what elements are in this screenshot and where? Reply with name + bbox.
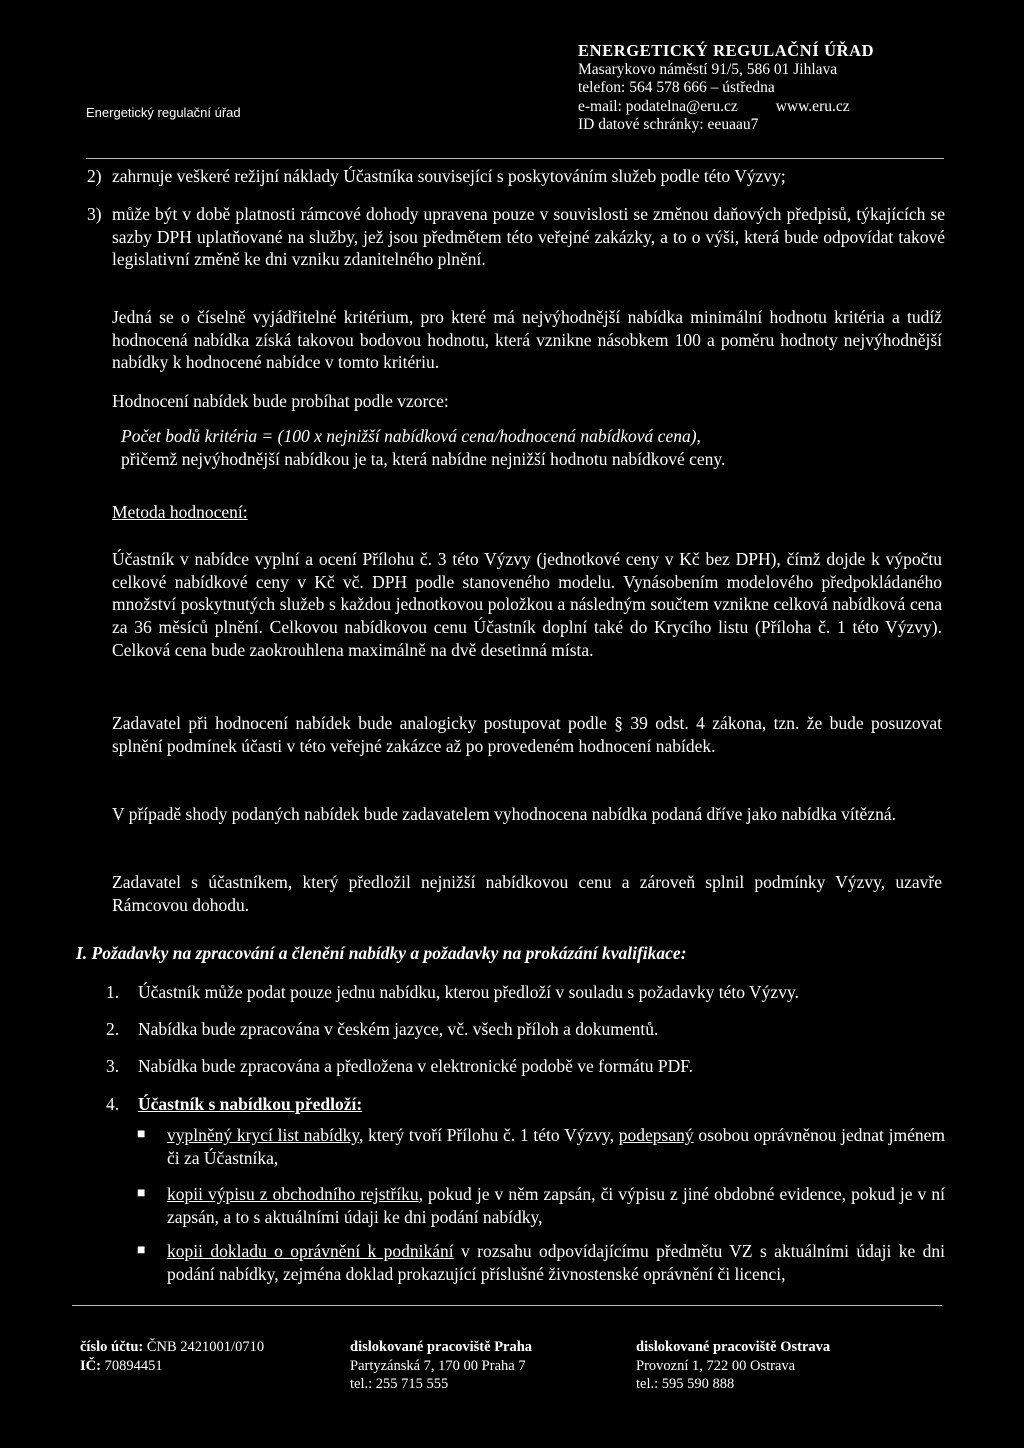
bullet-cover-sheet <box>137 1124 945 1169</box>
requirement-text: Účastník může podat pouze jednu nabídku, kterou předloží v souladu s požadavky této Výzvy. <box>138 982 799 1002</box>
header-divider <box>86 158 944 159</box>
requirement-number: 4. <box>106 1094 120 1114</box>
bullet-text-b: osobou oprávněnou jednat jménem či za Účastníka, <box>167 1125 945 1168</box>
footer-divider <box>72 1305 942 1306</box>
bullet-text-a: v rozsahu odpovídajícímu předmětu VZ s aktuálními údaji ke dni podání nabídky, zejména doklad prokazující příslušné živnostenské oprávnění či licenci, <box>167 1241 945 1284</box>
bullet-business-license <box>137 1240 945 1285</box>
ostrava-address: Provozní 1, 722 00 Ostrava <box>636 1357 796 1374</box>
method-paragraph: Účastník v nabídce vyplní a ocení Přílohu č. 3 této Výzvy (jednotkové ceny v Kč bez DPH), čímž dojde k výpočtu celkové nabídkové ceny v Kč vč. DPH podle stanoveného modelu. Vynásobením modelového předpokládaného množství poskytnutých služeb s každou jednotkovou položkou a následným součtem vznikne celková nabídková cena za 36 měsíců plnění. Celkovou nabídkovou cenu Účastník doplní také do Krycího listu (Příloha č. 1 této Výzvy). Celková cena bude zaokrouhlena maximálně na dvě desetinná místa. <box>112 549 942 660</box>
account-label: číslo účtu: <box>80 1339 144 1355</box>
requirement-number: 2. <box>106 1019 120 1039</box>
section-heading: I. Požadavky na zpracování a členění nabídky a požadavky na prokázání kvalifikace: <box>76 943 687 963</box>
bullet-text <box>167 1124 945 1169</box>
bullet-underlined: kopii výpisu z obchodního rejstříku <box>167 1184 419 1204</box>
ostrava-phone: tel.: 595 590 888 <box>636 1376 735 1392</box>
requirement-1 <box>106 981 946 1004</box>
bullet-text-a: , který tvoří Přílohu č. 1 této Výzvy, <box>359 1125 619 1145</box>
requirement-number: 1. <box>106 982 120 1002</box>
requirement-number: 3. <box>106 1056 120 1076</box>
header-contact-block <box>578 42 874 135</box>
bullet-text <box>167 1240 945 1285</box>
bullet-square-icon: ■ <box>137 1186 146 1201</box>
method-heading: Metoda hodnocení: <box>112 502 248 522</box>
tie-paragraph: V případě shody podaných nabídek bude zadavatelem vyhodnocena nabídka podaná dříve jako nabídka vítězná. <box>112 804 896 824</box>
criteria-paragraph: Jedná se o číselně vyjádřitelné kritérium, pro které má nejvýhodnější nabídka minimální hodnotu kritéria a tudíž hodnocená nabídka získá takovou bodovou hodnotu, která vznikne násobkem 100 a poměru hodnoty nejvýhodnější nabídky k hodnocené nabídce v tomto kritériu. <box>112 307 942 373</box>
org-databox: ID datové schránky: eeuaau7 <box>578 116 759 133</box>
requirement-4 <box>106 1093 946 1116</box>
formula: Počet bodů kritéria = (100 x nejnižší nabídková cena/hodnocená nabídková cena), <box>121 426 701 446</box>
formula-note: přičemž nejvýhodnější nabídkou je ta, která nabídne nejnižší hodnotu nabídkové ceny. <box>121 449 726 469</box>
list-number: 3) <box>87 204 102 224</box>
footer-ostrava <box>636 1338 830 1394</box>
bullet-square-icon: ■ <box>137 1127 146 1142</box>
praha-phone: tel.: 255 715 555 <box>350 1376 449 1392</box>
list-number: 2) <box>87 166 102 186</box>
list-item-3 <box>87 203 945 271</box>
account-value: ČNB 2421001/0710 <box>143 1339 265 1355</box>
bullet-square-icon: ■ <box>137 1243 146 1258</box>
list-text: může být v době platnosti rámcové dohody upravena pouze v souvislosti se změnou daňových předpisů, týkajících se sazby DPH uplatňované na služby, jež jsou předmětem této veřejné zakázky, a to o výši, která bude odpovídat takové legislativní změně ke dni vzniku zdanitelného plnění. <box>112 204 945 270</box>
ostrava-title: dislokované pracoviště Ostrava <box>636 1339 831 1355</box>
bullet-underlined-2: podepsaný <box>618 1125 694 1145</box>
evaluation-paragraph: Zadavatel při hodnocení nabídek bude analogicky postupovat podle § 39 odst. 4 zákona, tzn. že bude posuzovat splnění podmínek účasti v této veřejné zakázce až po provedeném hodnocení nabídek. <box>112 713 942 756</box>
praha-title: dislokované pracoviště Praha <box>350 1339 533 1355</box>
requirement-text: Nabídka bude zpracována v českém jazyce, vč. všech příloh a dokumentů. <box>138 1019 659 1039</box>
org-email-web <box>578 98 874 117</box>
list-item-2 <box>87 165 945 188</box>
footer-account <box>80 1338 264 1375</box>
header-left-label: Energetický regulační úřad <box>86 105 241 120</box>
bullet-text <box>167 1183 945 1228</box>
list-text: zahrnuje veškeré režijní náklady Účastníka související s poskytováním služeb podle této Výzvy; <box>112 166 786 186</box>
org-phone: telefon: 564 578 666 – ústředna <box>578 79 775 96</box>
org-name: ENERGETICKÝ REGULAČNÍ ÚŘAD <box>578 41 875 60</box>
requirement-text: Nabídka bude zpracována a předložena v elektronické podobě ve formátu PDF. <box>138 1056 693 1076</box>
org-email[interactable]: e-mail: podatelna@eru.cz <box>578 97 738 115</box>
org-address: Masarykovo náměstí 91/5, 586 01 Jihlava <box>578 60 838 78</box>
praha-address: Partyzánská 7, 170 00 Praha 7 <box>350 1357 526 1374</box>
formula-intro: Hodnocení nabídek bude probíhat podle vzorce: <box>112 391 449 411</box>
ic-value: 70894451 <box>100 1357 163 1374</box>
requirement-4-label: Účastník s nabídkou předloží: <box>138 1094 363 1114</box>
org-web[interactable]: www.eru.cz <box>775 97 850 115</box>
bullet-underlined: vyplněný krycí list nabídky <box>167 1125 360 1145</box>
contract-paragraph: Zadavatel s účastníkem, který předložil nejnižší nabídkovou cenu a zároveň splnil podmínky Výzvy, uzavře Rámcovou dohodu. <box>112 872 942 915</box>
bullet-underlined: kopii dokladu o oprávnění k podnikání <box>167 1241 454 1261</box>
requirement-2 <box>106 1018 946 1041</box>
footer-praha <box>350 1338 532 1394</box>
requirement-text <box>138 1093 946 1116</box>
ic-label: IČ: <box>80 1357 101 1374</box>
requirement-3 <box>106 1055 946 1078</box>
bullet-register-extract <box>137 1183 945 1228</box>
bullet-text-a: , pokud je v něm zapsán, či výpisu z jiné obdobné evidence, pokud je v ní zapsán, a to s aktuálními údaji ke dni podání nabídky, <box>167 1184 945 1227</box>
